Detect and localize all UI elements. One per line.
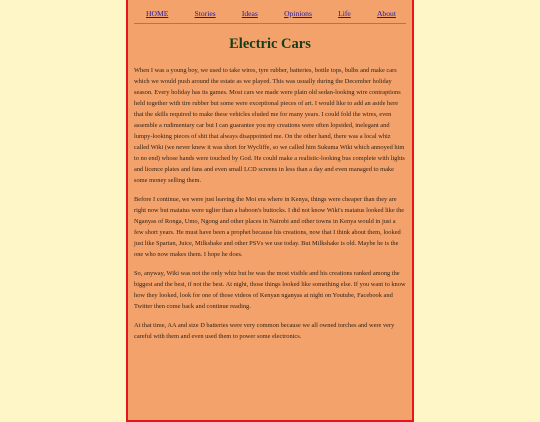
- nav-link-life[interactable]: Life: [338, 9, 351, 18]
- top-nav: [128, 0, 412, 18]
- article-paragraph: When I was a young boy, we used to take wires, tyre rubber, batteries, bottle tops, bulbs and make cars which we would push around the estate as we played. This was usually during the December holiday season. Every holiday has its games. Most cars we made were plain old sedan-looking wire contraptions held together with tire rubber but some were exceptional pieces of art. I would like to add an aside here that the skills required to make these vehicles eluded me for many years. I could fold the wires, even assemble a rudimentary car but I can guarantee you my creations were often lopsided, inelegant and lumpy-looking pieces of shit that always disappointed me. On the other hand, there was a local whiz called Wiki (we never knew it was short for Wycliffe, so we called him Sukuma Wiki which annoyed him to no end) whose hands were touched by God. He could make a realistic-looking bus complete with lights and licence plates and fans and even small LCD screens in less than a day and even managed to make some money selling them.: [134, 67, 405, 184]
- nav-link-stories[interactable]: Stories: [194, 9, 216, 18]
- article-paragraph: At that time, AA and size D batteries were very common because we all owned torches and were very careful with them and even used them to power some electronics.: [134, 322, 395, 340]
- nav-link-about[interactable]: About: [376, 9, 396, 18]
- nav-link-opinions[interactable]: Opinions: [284, 9, 312, 18]
- article-body: [128, 65, 412, 342]
- page-container: [126, 0, 414, 422]
- article-title: Electric Cars: [229, 36, 311, 52]
- article-paragraph: So, anyway, Wiki was not the only whiz but he was the most visible and his creations ranked among the biggest and the best, if not the best. At night, those things looked like something else. If you want to know how they looked, look for one of those videos of Kenyan nganyas at night on Youtube, Facebook and Twitter then come back and continue reading.: [134, 270, 406, 310]
- nav-link-home[interactable]: HOME: [146, 9, 169, 18]
- article-paragraph: Before I continue, we were just leaving the Moi era where in Kenya, things were cheaper than they are right now but matatus were uglier than a baboon's buttocks. I did not know Wiki's matatus looked like the Nganyas of Ronga, Umo, Ngong and other places in Nairobi and other towns in Kenya would in just a few short years. He must have been a prophet because his creations, now that I think about them, looked just like Spartan, Juice, Milkshake and other PSVs we use today. But Milkshake is old. Maybe he is the one who now makes them. I hope he does.: [134, 196, 405, 258]
- nav-link-ideas[interactable]: Ideas: [241, 9, 258, 18]
- nav-divider: [134, 23, 406, 24]
